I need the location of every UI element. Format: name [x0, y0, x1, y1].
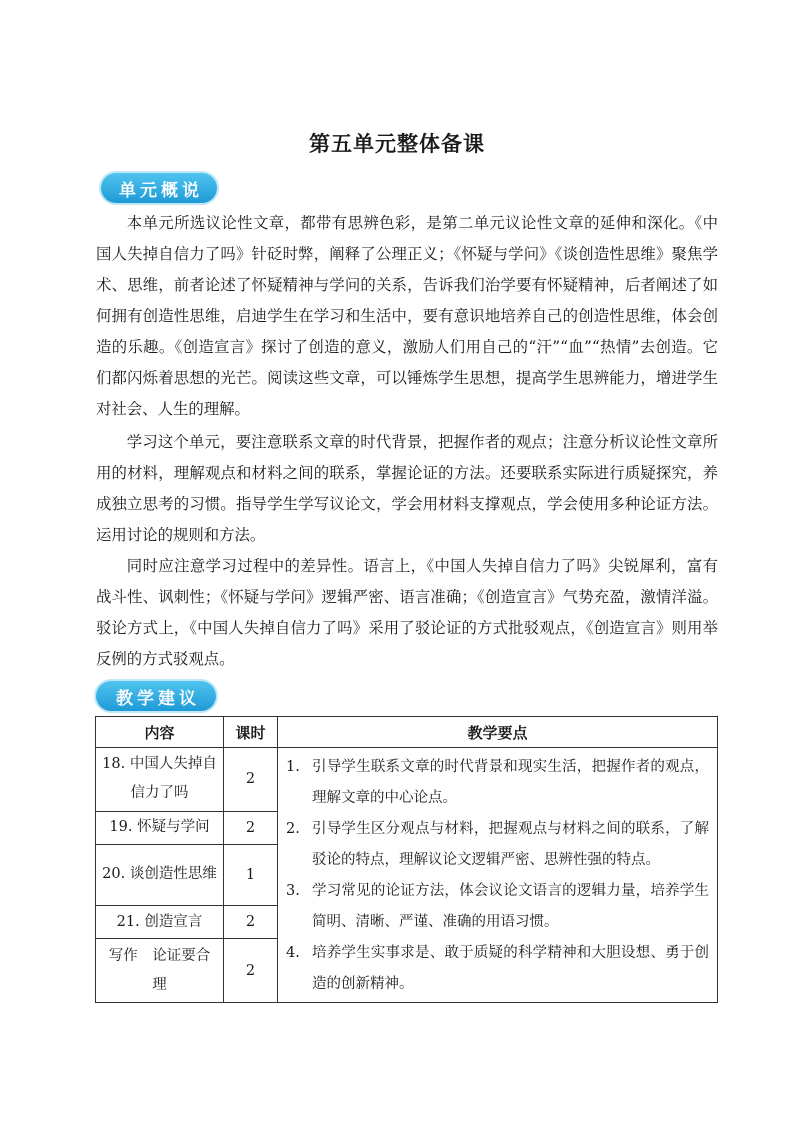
section-badge-suggestion: 教学建议 [96, 681, 216, 711]
table-header-row [96, 717, 718, 748]
overview-paragraph-3: 同时应注意学习过程中的差异性。语言上，《中国人失掉自信力了吗》尖锐犀利，富有战斗性、讽刺性；《怀疑与学问》逻辑严密、语言准确；《创造宣言》气势充盈，激情洋溢。驳论方式上，《中国人失掉自信力了吗》采用了驳论证的方式批驳观点，《创造宣言》则用举反例的方式驳观点。 [96, 557, 718, 668]
list-item [282, 938, 709, 1000]
page-title: 第五单元整体备课 [309, 132, 485, 156]
lesson-content: 20. 谈创造性思维 [96, 844, 224, 906]
point-text: 学习常见的论证方法，体会议论文语言的逻辑力量，培养学生简明、清晰、严谨、准确的用语习惯。 [312, 883, 709, 930]
teaching-points-list [278, 748, 717, 1002]
teaching-points-cell [278, 748, 718, 1003]
lesson-content: 18. 中国人失掉自信力了吗 [96, 748, 224, 812]
header-content: 内容 [96, 717, 224, 748]
point-number: 4. [286, 945, 300, 961]
section-badge-overview: 单元概说 [101, 173, 217, 203]
point-text: 引导学生联系文章的时代背景和现实生活，把握作者的观点，理解文章的中心论点。 [312, 759, 709, 806]
header-points: 教学要点 [278, 717, 718, 748]
overview-paragraph-1: 本单元所选议论性文章，都带有思辨色彩，是第二单元议论性文章的延伸和深化。《中国人失掉自信力了吗》针砭时弊，阐释了公理正义；《怀疑与学问》《谈创造性思维》聚焦学术、思维，前者论述了怀疑精神与学问的关系，告诉我们治学要有怀疑精神，后者阐述了如何拥有创造性思维，启迪学生在学习和生活中，要有意识地培养自己的创造性思维，体会创造的乐趣。《创造宣言》探讨了创造的意义，激励人们用自己的“汗”“血”“热情”去创造。它们都闪烁着思想的光芒。阅读这些文章，可以锤炼学生思想，提高学生思辨能力，增进学生对社会、人生的理解。 [96, 214, 718, 418]
lesson-content: 21. 创造宣言 [96, 906, 224, 939]
table-row [96, 748, 718, 812]
list-item [282, 752, 709, 814]
lesson-hours: 2 [224, 811, 278, 844]
lesson-content: 19. 怀疑与学问 [96, 811, 224, 844]
lesson-hours: 2 [224, 748, 278, 812]
point-number: 2. [286, 821, 300, 837]
point-text: 引导学生区分观点与材料，把握观点与材料之间的联系，了解驳论的特点，理解议论文逻辑严密、思辨性强的特点。 [312, 821, 709, 868]
point-text: 培养学生实事求是、敢于质疑的科学精神和大胆设想、勇于创造的创新精神。 [312, 945, 709, 992]
overview-paragraph-2: 学习这个单元，要注意联系文章的时代背景，把握作者的观点；注意分析议论性文章所用的材料，理解观点和材料之间的联系，掌握论证的方法。还要联系实际进行质疑探究，养成独立思考的习惯。指导学生学写议论文，学会用材料支撑观点，学会使用多种论证方法。运用讨论的规则和方法。 [96, 433, 718, 544]
lesson-hours: 1 [224, 844, 278, 906]
lesson-hours: 2 [224, 939, 278, 1003]
point-number: 1. [286, 759, 300, 775]
list-item [282, 876, 709, 938]
lesson-content: 写作 论证要合理 [96, 939, 224, 1003]
header-hours: 课时 [224, 717, 278, 748]
list-item [282, 814, 709, 876]
point-number: 3. [286, 883, 300, 899]
lesson-hours: 2 [224, 906, 278, 939]
teaching-plan-table [95, 716, 718, 1003]
